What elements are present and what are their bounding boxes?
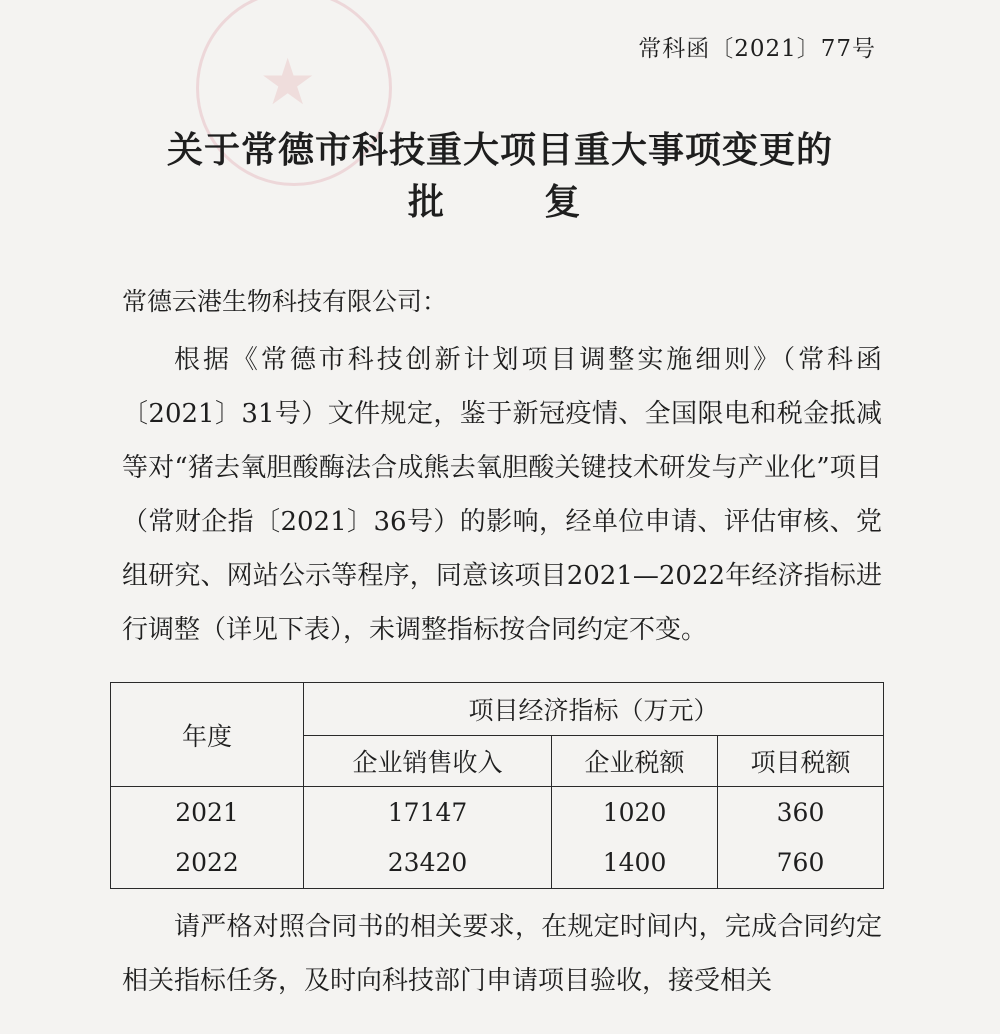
document-title-line1: 关于常德市科技重大项目重大事项变更的 (166, 129, 833, 171)
enterprise-tax-cell: 1020 (552, 787, 718, 838)
year-header: 年度 (111, 683, 304, 787)
body-paragraph-1: 根据《常德市科技创新计划项目调整实施细则》（常科函〔2021〕31号）文件规定，鉴于新冠疫情、全国限电和税金抵减等对“猪去氧胆酸酶法合成熊去氧胆酸关键技术研发与产业化”项目（常财企指〔2021〕36号）的影响，经单位申请、评估审核、党组研究、网站公示等程序，同意该项目2021—2022年经济指标进行调整（详见下表），未调整指标按合同约定不变。 (122, 345, 882, 645)
document-title-line2: 批 复 (408, 181, 581, 223)
document-number: 常科函〔2021〕77号 (638, 36, 876, 62)
indicators-group-header: 项目经济指标（万元） (304, 683, 884, 736)
project-tax-header: 项目税额 (718, 736, 884, 787)
economic-indicators-table (110, 682, 884, 889)
project-tax-cell: 360 (718, 787, 884, 838)
project-tax-cell: 760 (718, 838, 884, 889)
seal-star-icon: ★ (259, 46, 317, 120)
sales-revenue-header: 企业销售收入 (304, 736, 552, 787)
year-cell: 2021 (111, 787, 304, 838)
sales-cell: 17147 (304, 787, 552, 838)
table-header-row (111, 683, 884, 736)
sales-cell: 23420 (304, 838, 552, 889)
year-cell: 2022 (111, 838, 304, 889)
enterprise-tax-header: 企业税额 (552, 736, 718, 787)
table-row (111, 838, 884, 889)
enterprise-tax-cell: 1400 (552, 838, 718, 889)
table-row (111, 787, 884, 838)
salutation: 常德云港生物科技有限公司： (122, 287, 448, 316)
body-paragraph-2: 请严格对照合同书的相关要求，在规定时间内，完成合同约定相关指标任务，及时向科技部门申请项目验收，接受相关 (122, 912, 882, 996)
